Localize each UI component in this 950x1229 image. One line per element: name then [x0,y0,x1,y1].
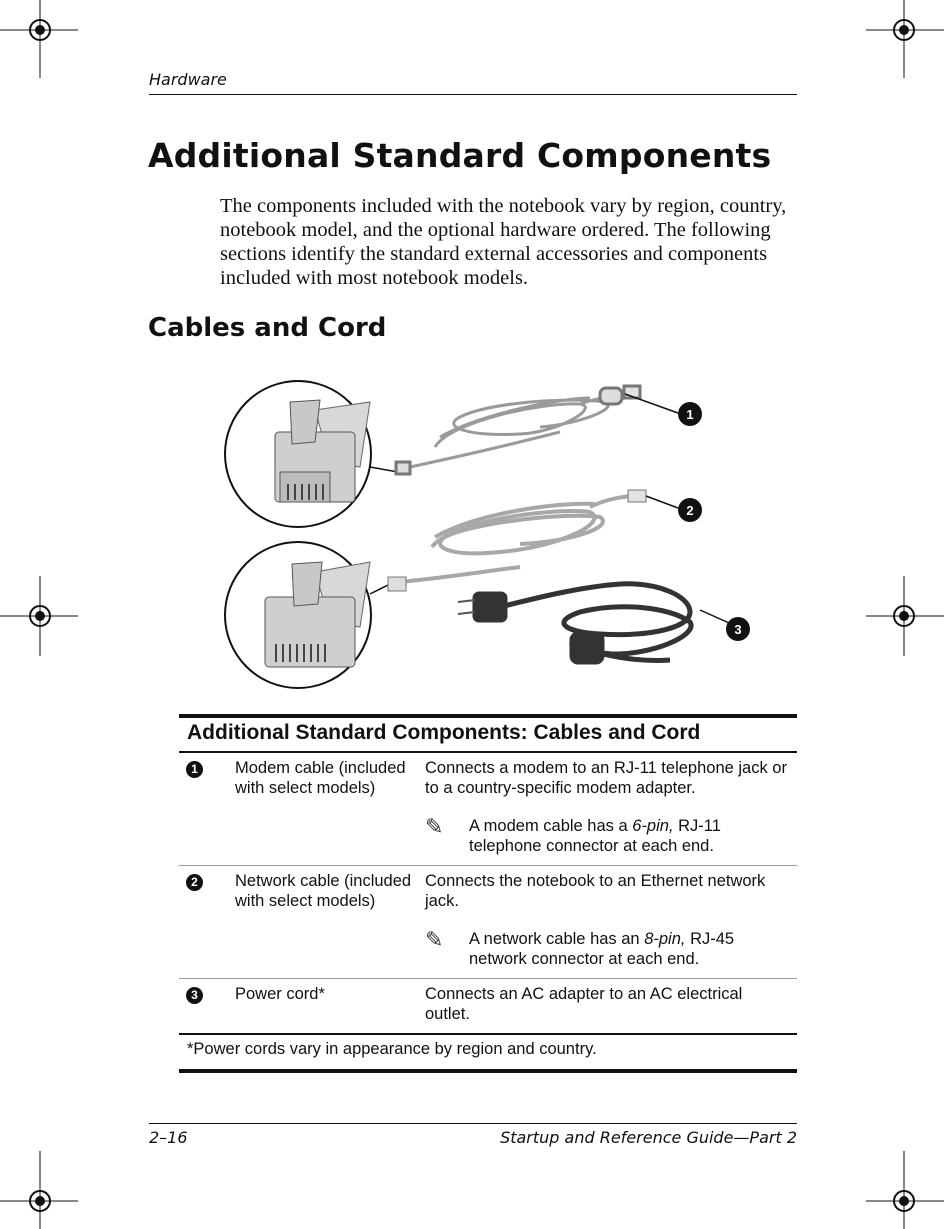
table-row [179,979,797,1035]
rj45-connector-closeup [225,542,371,688]
note: ✎ A network cable has an 8-pin, RJ-45 network connector at each end. [425,927,735,968]
registration-mark-icon [864,0,944,80]
components-table [179,714,797,1073]
registration-mark-icon [864,576,944,656]
table-row [179,866,797,979]
registration-mark-icon [0,576,80,656]
item-name: Modem cable (included with select models) [235,759,406,797]
running-header: Hardware [149,70,797,95]
registration-mark-icon [0,0,80,80]
svg-text:2: 2 [686,503,694,518]
power-cord-drawing [475,584,691,662]
item-description: Connects the notebook to an Ethernet network jack. [425,872,775,910]
page-footer [149,1123,797,1147]
cables-illustration [220,372,740,694]
pencil-note-icon: ✎ [425,927,444,952]
network-cable-drawing [388,490,646,591]
callout-1 [678,402,702,426]
item-number: 3 [186,987,203,1004]
svg-text:3: 3 [734,622,742,637]
item-name: Power cord* [235,985,325,1003]
item-description: Connects an AC adapter to an AC electrical outlet. [425,985,743,1023]
table-title: Additional Standard Components: Cables and Cord [179,718,797,753]
registration-mark-icon [864,1149,944,1229]
subsection-title: Cables and Cord [148,313,387,343]
callout-2 [678,498,702,522]
intro-paragraph: The components included with the notebook vary by region, country, notebook model, and the optional hardware ordered. The following sections identify the standard external accessories and components included with most notebook models. [220,195,787,289]
section-title: Additional Standard Components [148,136,772,175]
pencil-note-icon: ✎ [425,814,444,839]
rj11-connector-closeup [225,381,371,527]
page-number: 2–16 [149,1128,188,1147]
note: ✎ A modem cable has a 6-pin, RJ-11 telephone connector at each end. [425,814,721,855]
table-footnote: *Power cords vary in appearance by region and country. [187,1040,597,1058]
item-description: Connects a modem to an RJ-11 telephone jack or to a country-specific modem adapter. [425,759,787,797]
guide-title: Startup and Reference Guide—Part 2 [500,1128,797,1147]
callout-3 [726,617,750,641]
svg-text:1: 1 [686,407,694,422]
table-row [179,753,797,866]
item-number: 2 [186,874,203,891]
item-number: 1 [186,761,203,778]
registration-mark-icon [0,1149,80,1229]
item-name: Network cable (included with select models) [235,872,412,910]
modem-cable-drawing [396,386,640,474]
